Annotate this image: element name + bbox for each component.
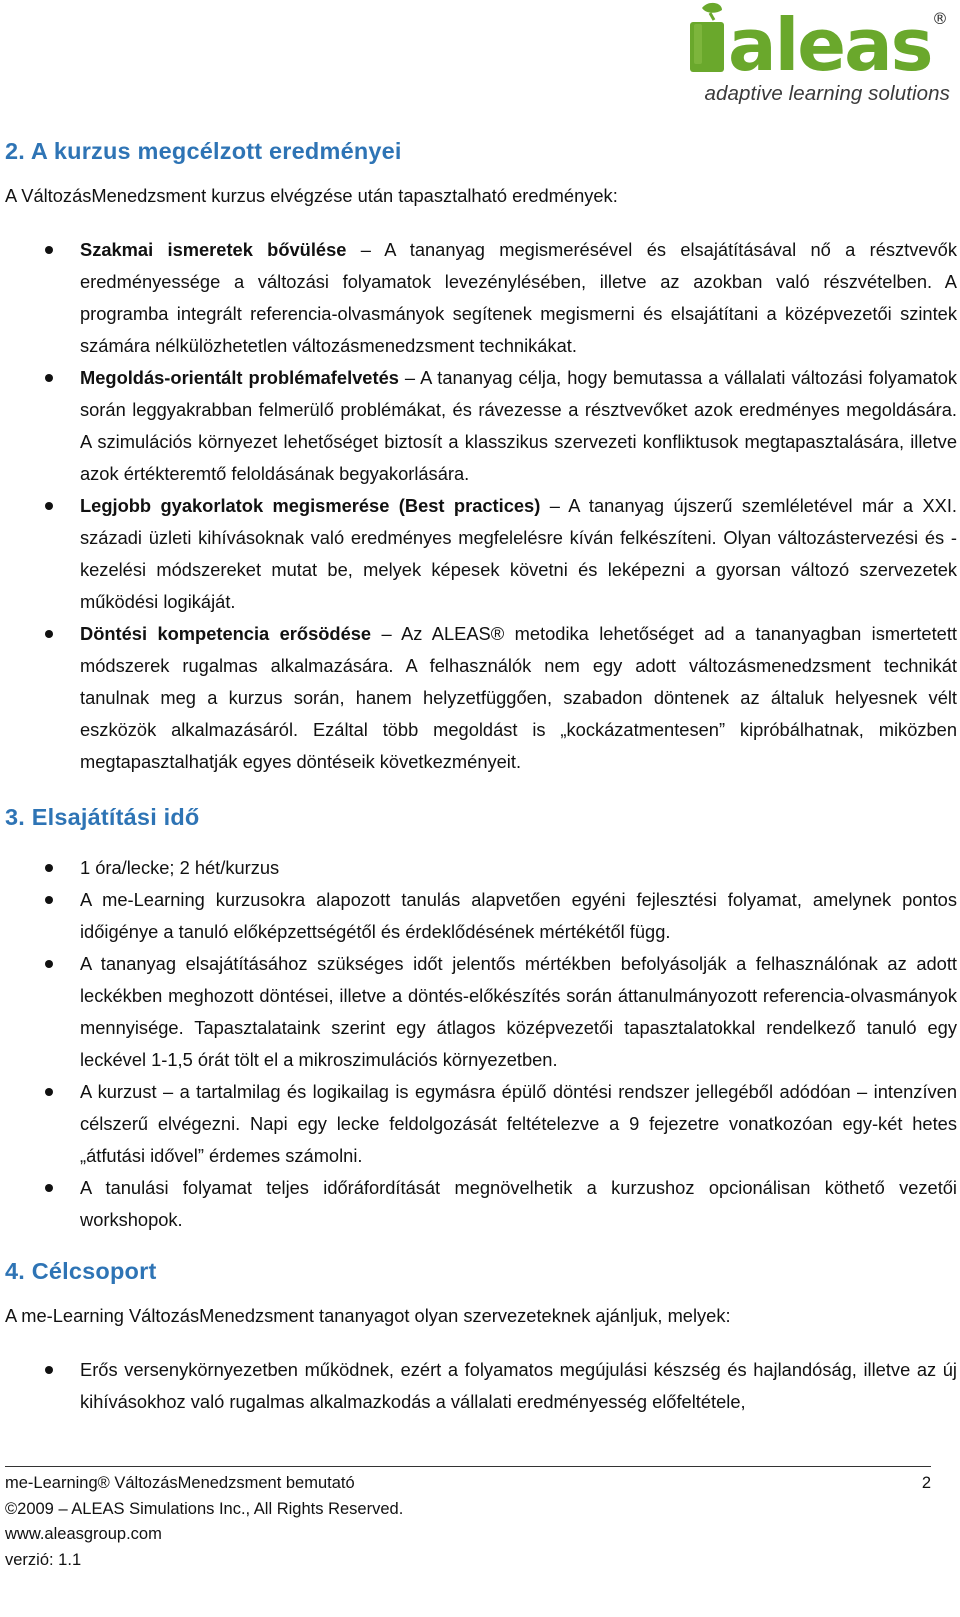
- footer-version: verzió: 1.1: [5, 1550, 82, 1569]
- bullet-icon: [45, 1184, 53, 1192]
- bullet-icon: [45, 246, 53, 254]
- bullet-text: Erős versenykörnyezetben működnek, ezért a folyamatos megújulási készség és hajlandóság, illetve az új kihívásokhoz való rugalmas alkalmazkodás a vállalati eredményesség előfeltétele,: [80, 1359, 957, 1412]
- target-group-list: [5, 1354, 957, 1418]
- registered-mark: ®: [932, 9, 948, 28]
- bullet-text: – A tananyag célja, hogy bemutassa a vállalati változási folyamatok során leggyakrabban felmerülő problémákat, és rávezesse a résztvevőket azok eredményes megoldására. A szimulációs környezet lehetőséget biztosít a klasszikus szervezeti konfliktusok megtapasztalására, illetve azok értékteremtő feloldásának begyakorlására.: [80, 367, 957, 484]
- bullet-title: Döntési kompetencia erősödése: [80, 623, 372, 644]
- logo-tagline: adaptive learning solutions: [704, 82, 950, 105]
- section-intro-results: A VáltozásMenedzsment kurzus elvégzése után tapasztalható eredmények:: [5, 185, 618, 206]
- bullet-text: A tanulási folyamat teljes időráfordítását megnövelhetik a kurzushoz opcionálisan köthető vezetői workshopok.: [80, 1177, 957, 1230]
- bullet-text: – Az ALEAS® metodika lehetőséget ad a tananyagban ismertetett módszerek rugalmas alkalmazására. A felhasználók nem egy adott változásmenedzsment technikát tanulnak meg a kurzus során, hanem helyzetfüggően, szabadon döntenek az általuk helyesnek vélt eszközök alkalmazásáról. Ezáltal több megoldást is „kockázatmentesen” kipróbálhatnak, miközben megtapasztalhatják egyes döntéseik következményeit.: [80, 623, 957, 772]
- list-item: [5, 362, 957, 490]
- bullet-icon: [45, 864, 53, 872]
- results-list: [5, 234, 957, 778]
- list-item: [5, 1076, 957, 1172]
- list-item: [5, 1172, 957, 1236]
- bullet-icon: [45, 502, 53, 510]
- section-intro-target-group: A me-Learning VáltozásMenedzsment tananyagot olyan szervezeteknek ajánljuk, melyek:: [5, 1305, 731, 1326]
- footer-title: me-Learning® VáltozásMenedzsment bemutató: [5, 1474, 355, 1492]
- bullet-title: Legjobb gyakorlatok megismerése (Best practices): [80, 495, 541, 516]
- bullet-text: A tananyag elsajátításához szükséges időt jelentős mértékben befolyásolják a felhasználónak az adott leckékben meghozott döntései, illetve a döntés-előkészítés során áttanulmányozott referencia-olvasmányok mennyisége. Tapasztalataink szerint egy átlagos középvezetői tapasztalatokkal rendelkező tanuló egy leckével 1-1,5 órát tölt el a mikroszimulációs környezetben.: [80, 953, 957, 1070]
- bullet-text: – A tananyag újszerű szemléletével már a XXI. századi üzleti kihívásoknak való eredményes megfelelésre kíván felkészíteni. Olyan változástervezési és -kezelési módszereket mutat be, melyek képesek követni és leképezni a gyorsan változó szervezetek működési logikáját.: [80, 495, 957, 612]
- list-item: [5, 852, 957, 884]
- logo-wordmark: aleas: [728, 3, 932, 82]
- section-heading-duration: 3. Elsajátítási idő: [5, 804, 200, 830]
- footer-website[interactable]: www.aleasgroup.com: [5, 1525, 162, 1543]
- list-item: [5, 884, 957, 948]
- bullet-title: Megoldás-orientált problémafelvetés: [80, 367, 399, 388]
- bullet-text: A me-Learning kurzusokra alapozott tanulás alapvetően egyéni fejlesztési folyamat, amelynek pontos időigénye a tanuló előképzettségétől és érdeklődésének mértékétől függ.: [80, 889, 957, 942]
- bullet-text: A kurzust – a tartalmilag és logikailag is egymásra épülő döntési rendszer jellegéből adódóan – intenzíven célszerű elvégezni. Napi egy lecke feldolgozását feltételezve a 9 fejezetre vonatkozóan egy-két hetes „átfutási idővel” érdemes számolni.: [80, 1081, 957, 1166]
- list-item: [5, 490, 957, 618]
- page-number: 2: [921, 1474, 931, 1492]
- bullet-icon: [45, 896, 53, 904]
- bullet-title: Szakmai ismeretek bővülése: [80, 239, 347, 260]
- bullet-text: – A tananyag megismerésével és elsajátításával nő a résztvevők eredményessége a változási folyamatok levezénylésében, illetve az azokban való részvételben. A programba integrált referencia-olvasmányok segítenek megismerni és elsajátítani a középvezetői szintek számára nélkülözhetetlen változásmenedzsment technikákat.: [80, 239, 957, 356]
- bullet-icon: [45, 630, 53, 638]
- aleas-logo-mark: [688, 2, 950, 82]
- bullet-icon: [45, 1088, 53, 1096]
- bullet-icon: [45, 960, 53, 968]
- list-item: [5, 1354, 957, 1418]
- section-heading-target-group: 4. Célcsoport: [5, 1258, 157, 1284]
- list-item: [5, 948, 957, 1076]
- bullet-text: 1 óra/lecke; 2 hét/kurzus: [80, 857, 280, 878]
- list-item: [5, 618, 957, 778]
- section-heading-results: 2. A kurzus megcélzott eredményei: [5, 138, 402, 164]
- bullet-icon: [45, 374, 53, 382]
- bullet-icon: [45, 1366, 53, 1374]
- duration-list: [5, 852, 957, 1236]
- document-body: [5, 132, 957, 1418]
- list-item: [5, 234, 957, 362]
- footer-copyright: ©2009 – ALEAS Simulations Inc., All Rights Reserved.: [5, 1499, 404, 1518]
- page-footer: [5, 1466, 931, 1573]
